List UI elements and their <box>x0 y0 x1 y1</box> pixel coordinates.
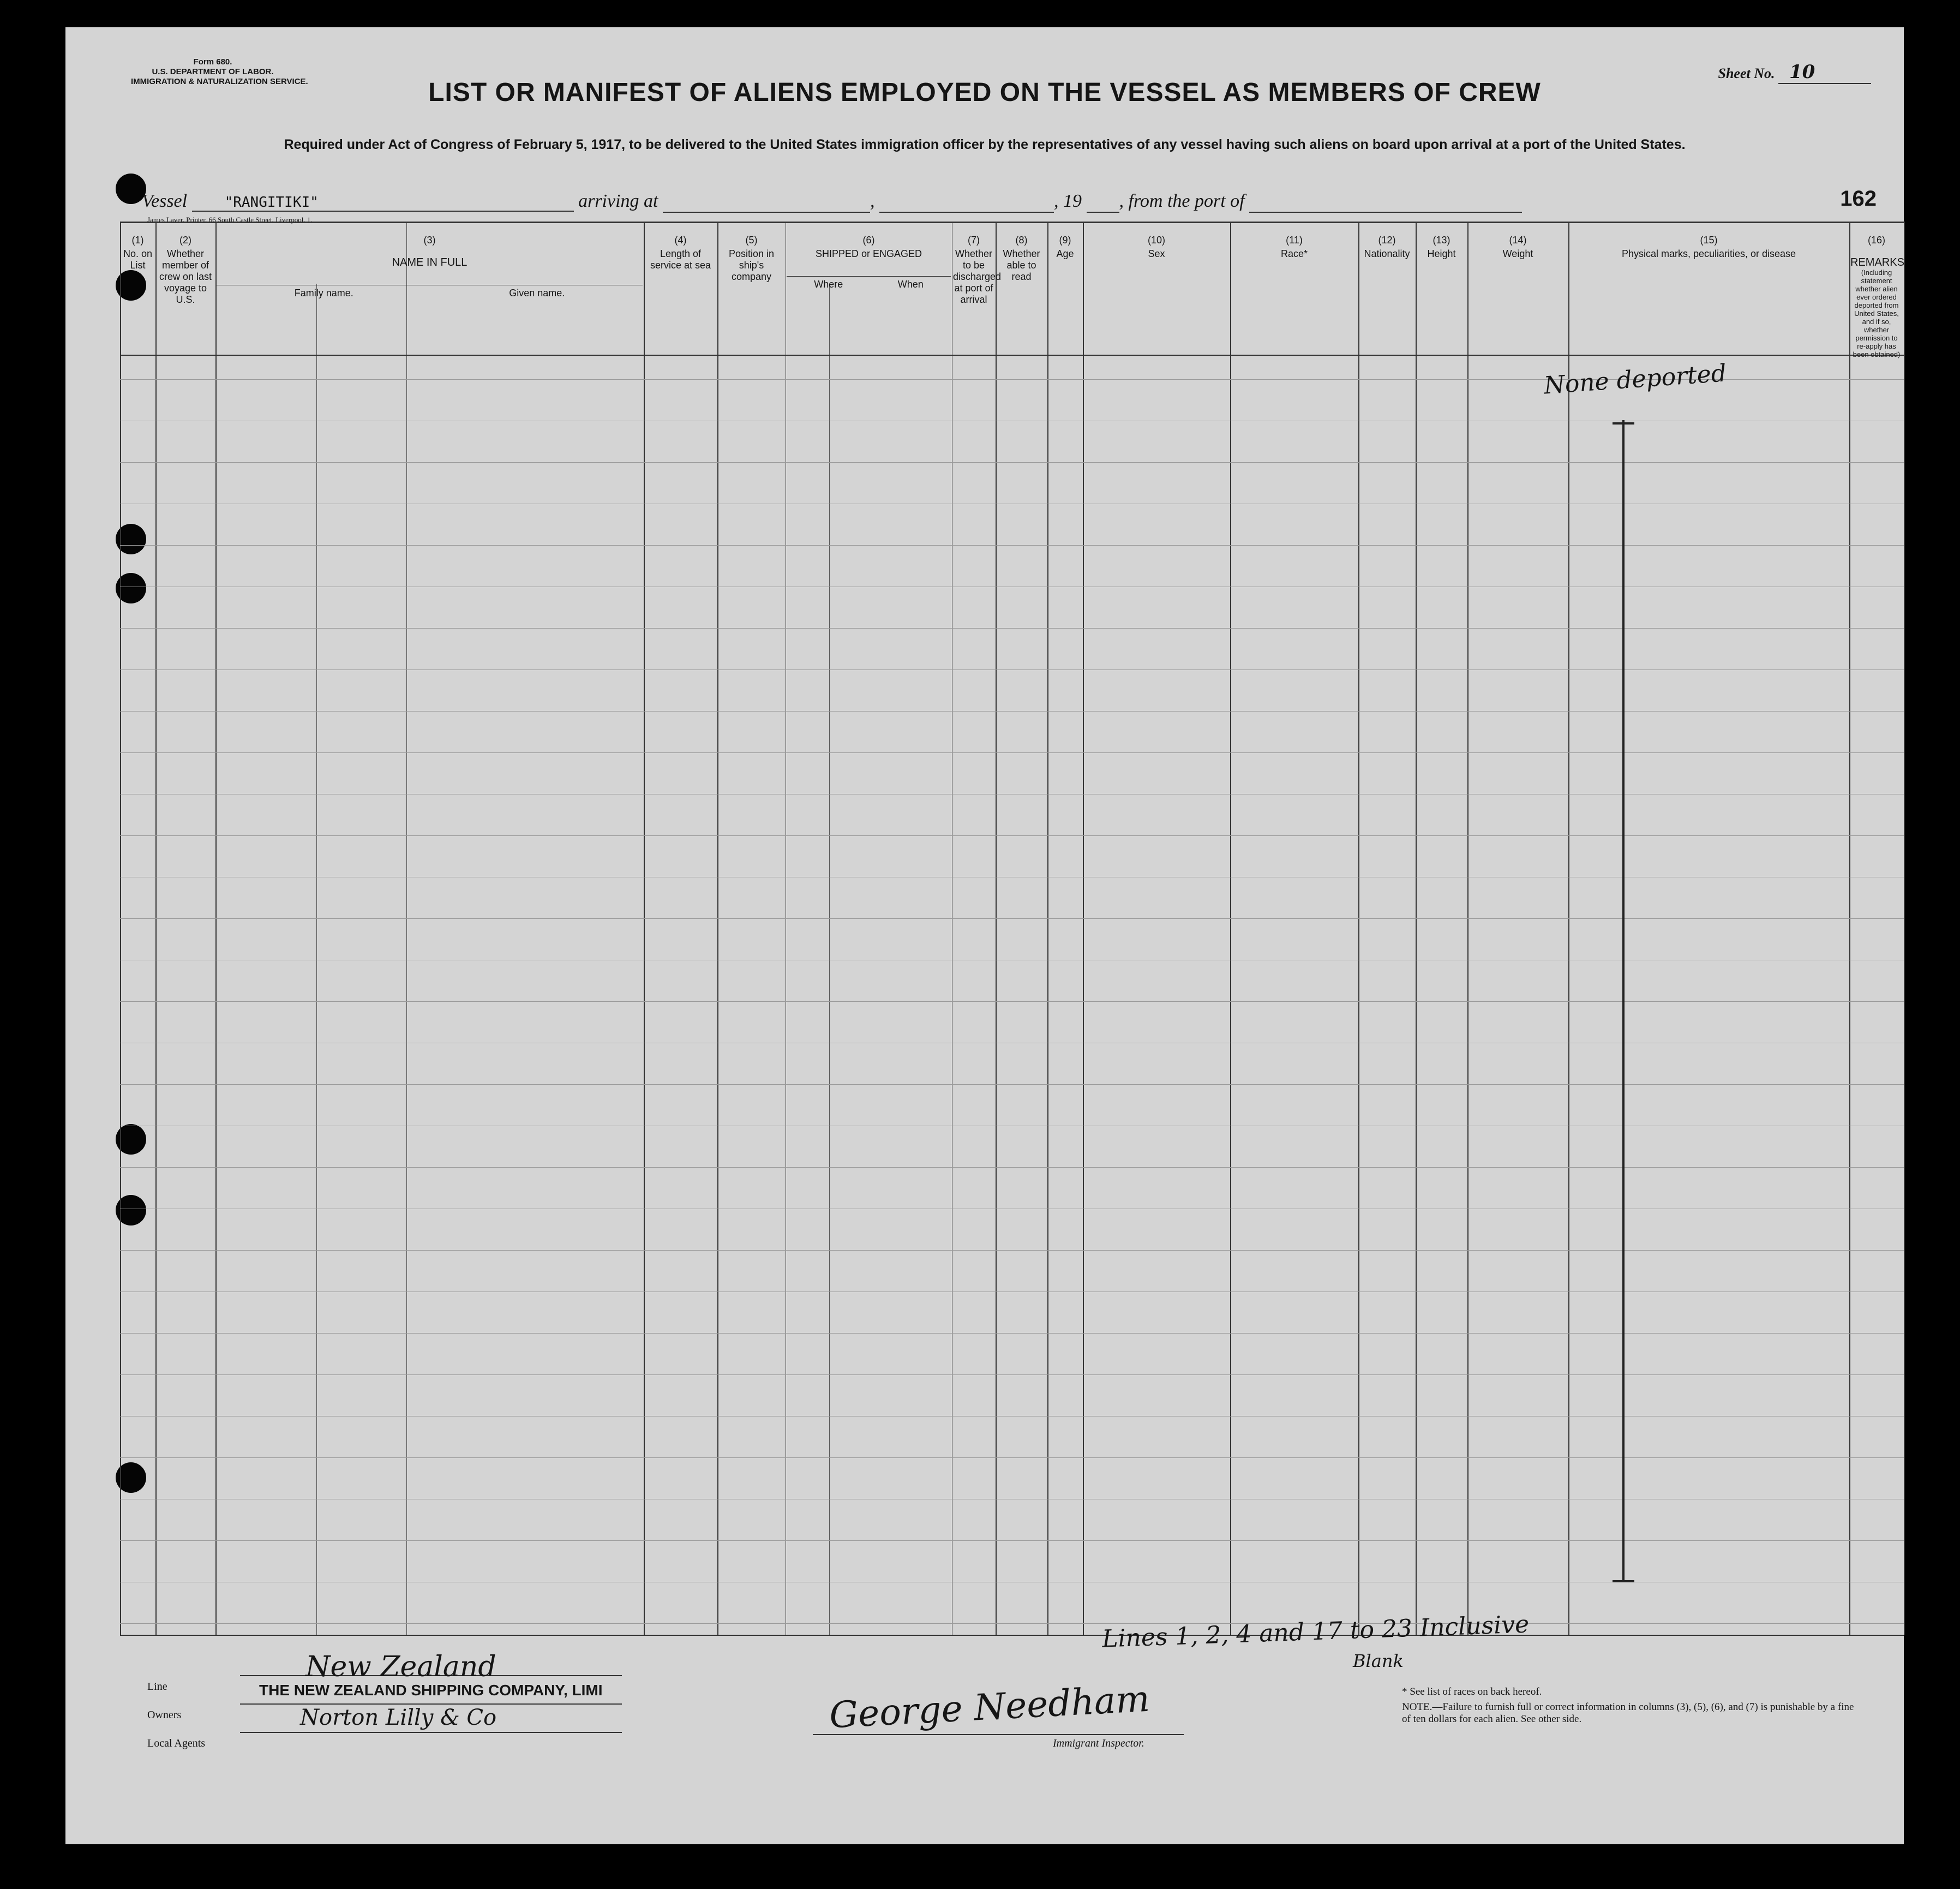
inspector-label: Immigrant Inspector. <box>1053 1737 1144 1749</box>
column-header <box>997 235 1046 283</box>
column-label: Age <box>1056 248 1074 259</box>
row-rule <box>120 462 1904 463</box>
row-rule <box>120 1001 1904 1002</box>
column-number: (14) <box>1509 235 1527 246</box>
column-label: Race* <box>1280 248 1308 259</box>
column-label: NAME IN FULL <box>392 256 467 268</box>
column-label: Whether able to read <box>1003 248 1040 282</box>
column-divider <box>215 222 217 1635</box>
manifest-page <box>65 27 1904 1844</box>
column-label: Whether member of crew on last voyage to U.S. <box>159 248 212 305</box>
department-name: U.S. DEPARTMENT OF LABOR. <box>152 67 274 76</box>
column-divider <box>316 284 317 1635</box>
column-divider <box>644 222 645 1635</box>
column-sublabel: Family name. <box>294 288 353 298</box>
column-header <box>1231 235 1357 260</box>
row-rule <box>120 1167 1904 1168</box>
race-note: * See list of races on back hereof. <box>1402 1686 1542 1697</box>
vessel-name: "RANGITIKI" <box>192 194 574 212</box>
column-divider <box>829 284 830 1635</box>
row-rule <box>120 752 1904 753</box>
column-label: REMARKS <box>1850 256 1904 268</box>
row-rule <box>120 1540 1904 1541</box>
column-header <box>1468 235 1567 260</box>
column-number: (12) <box>1378 235 1396 246</box>
owners-value: THE NEW ZEALAND SHIPPING COMPANY, LIMI <box>259 1682 603 1699</box>
column-header <box>157 235 214 306</box>
column-detail: (Including statement whether alien ever ordered deported from United States, and if so, whether permission to re-apply has been obtained) <box>1853 268 1901 358</box>
row-rule <box>120 835 1904 836</box>
column-number: (1) <box>131 235 144 246</box>
year-label: 19 <box>1063 191 1082 211</box>
column-number: (15) <box>1700 235 1718 246</box>
line-value: New Zealand <box>305 1651 496 1683</box>
column-divider <box>1083 222 1084 1635</box>
column-label: Whether to be discharged at port of arrival <box>953 248 1002 305</box>
agents-label: Local Agents <box>147 1737 206 1749</box>
remarks-bracket-bottom <box>1613 1580 1634 1582</box>
table-rule <box>120 1635 1904 1636</box>
column-number: (13) <box>1432 235 1450 246</box>
column-number: (3) <box>423 235 436 246</box>
column-divider <box>1358 222 1359 1635</box>
column-header <box>1048 235 1082 260</box>
service-name: IMMIGRATION & NATURALIZATION SERVICE. <box>131 77 308 86</box>
table-rule <box>120 222 1904 223</box>
column-divider <box>996 222 997 1635</box>
printer-imprint: James Laver, Printer, 66 South Castle Street, Liverpool. 1. <box>147 216 313 224</box>
column-label: Sex <box>1148 248 1165 259</box>
column-header <box>1850 235 1903 358</box>
owners-label: Owners <box>147 1709 182 1721</box>
column-sublabel: Where <box>814 279 843 290</box>
lines-note: Lines 1, 2, 4 and 17 to 23 Inclusive <box>1101 1610 1530 1653</box>
column-label: Physical marks, peculiarities, or disease <box>1621 248 1796 259</box>
row-rule <box>120 1333 1904 1334</box>
column-header <box>1569 235 1848 260</box>
column-divider <box>155 222 157 1635</box>
column-header <box>121 235 154 271</box>
row-rule <box>120 669 1904 670</box>
column-number: (10) <box>1147 235 1165 246</box>
penalty-note: NOTE.—Failure to furnish full or correct information in columns (3), (5), (6), and (7) is punishable by a fine of ten dollars for each alien. See other side. <box>1402 1701 1854 1725</box>
column-number: (6) <box>862 235 875 246</box>
column-divider <box>1416 222 1417 1635</box>
column-label: Weight <box>1502 248 1533 259</box>
remarks-bracket-line <box>1622 420 1625 1582</box>
column-divider <box>717 222 718 1635</box>
row-rule <box>120 711 1904 712</box>
row-rule <box>120 1084 1904 1085</box>
column-divider <box>1467 222 1468 1635</box>
form-subtitle: Required under Act of Congress of February 5, 1917, to be delivered to the United States immigration officer by the representatives of any vessel having such aliens on board upon arrival at a port of the United States. <box>284 137 1686 152</box>
remarks-bracket-top <box>1613 422 1634 425</box>
column-number: (8) <box>1015 235 1028 246</box>
blank-note: Blank <box>1353 1651 1404 1671</box>
row-rule <box>120 1457 1904 1458</box>
column-header <box>1084 235 1229 260</box>
column-divider <box>406 222 407 1635</box>
from-port-label: from the port of <box>1128 191 1245 211</box>
column-number: (4) <box>674 235 687 246</box>
row-rule <box>120 628 1904 629</box>
column-number: (11) <box>1286 235 1303 246</box>
footer-labels <box>147 1672 205 1758</box>
row-rule <box>120 1250 1904 1251</box>
row-rule <box>120 545 1904 546</box>
remarks-handwritten: None deported <box>1543 359 1728 400</box>
vessel-line: Vessel "RANGITIKI" arriving at , , 19 , from the port of <box>142 191 1522 213</box>
column-number: (2) <box>179 235 191 246</box>
inspector-signature: George Needham <box>828 1677 1151 1737</box>
line-label: Line <box>147 1681 167 1693</box>
table-rule <box>120 355 1904 356</box>
column-label: Length of service at sea <box>650 248 711 271</box>
column-divider <box>1047 222 1048 1635</box>
sheet-number: 10 <box>1778 61 1871 84</box>
column-label: Position in ship's company <box>728 248 775 282</box>
column-header <box>217 235 643 299</box>
column-divider <box>1568 222 1569 1635</box>
column-number: (16) <box>1867 235 1885 246</box>
column-sublabel: When <box>897 279 924 290</box>
column-divider <box>1904 222 1905 1635</box>
column-header <box>718 235 784 283</box>
column-label: Nationality <box>1364 248 1410 259</box>
sheet-label: Sheet No. <box>1718 65 1775 81</box>
page-number: 162 <box>1840 187 1877 211</box>
arriving-label: arriving at <box>578 191 658 211</box>
column-header <box>1417 235 1466 260</box>
form-title: LIST OR MANIFEST OF ALIENS EMPLOYED ON THE VESSEL AS MEMBERS OF CREW <box>428 78 1541 107</box>
column-number: (9) <box>1059 235 1071 246</box>
column-header <box>1359 235 1414 260</box>
column-number: (5) <box>745 235 758 246</box>
column-header <box>645 235 716 271</box>
column-sublabel: Given name. <box>509 288 565 298</box>
column-label: SHIPPED or ENGAGED <box>815 248 922 259</box>
row-rule <box>120 918 1904 919</box>
form-number: Form 680. <box>193 57 232 67</box>
agents-value: Norton Lilly & Co <box>300 1705 497 1730</box>
column-header <box>953 235 1002 306</box>
row-rule <box>120 1623 1904 1624</box>
column-label: No. on List <box>123 248 153 271</box>
column-number: (7) <box>968 235 980 246</box>
row-rule <box>120 1374 1904 1375</box>
column-divider <box>1230 222 1231 1635</box>
column-label: Height <box>1427 248 1456 259</box>
vessel-label: Vessel <box>142 191 188 211</box>
column-divider <box>1849 222 1850 1635</box>
column-header <box>787 235 951 290</box>
column-divider <box>120 222 121 1635</box>
